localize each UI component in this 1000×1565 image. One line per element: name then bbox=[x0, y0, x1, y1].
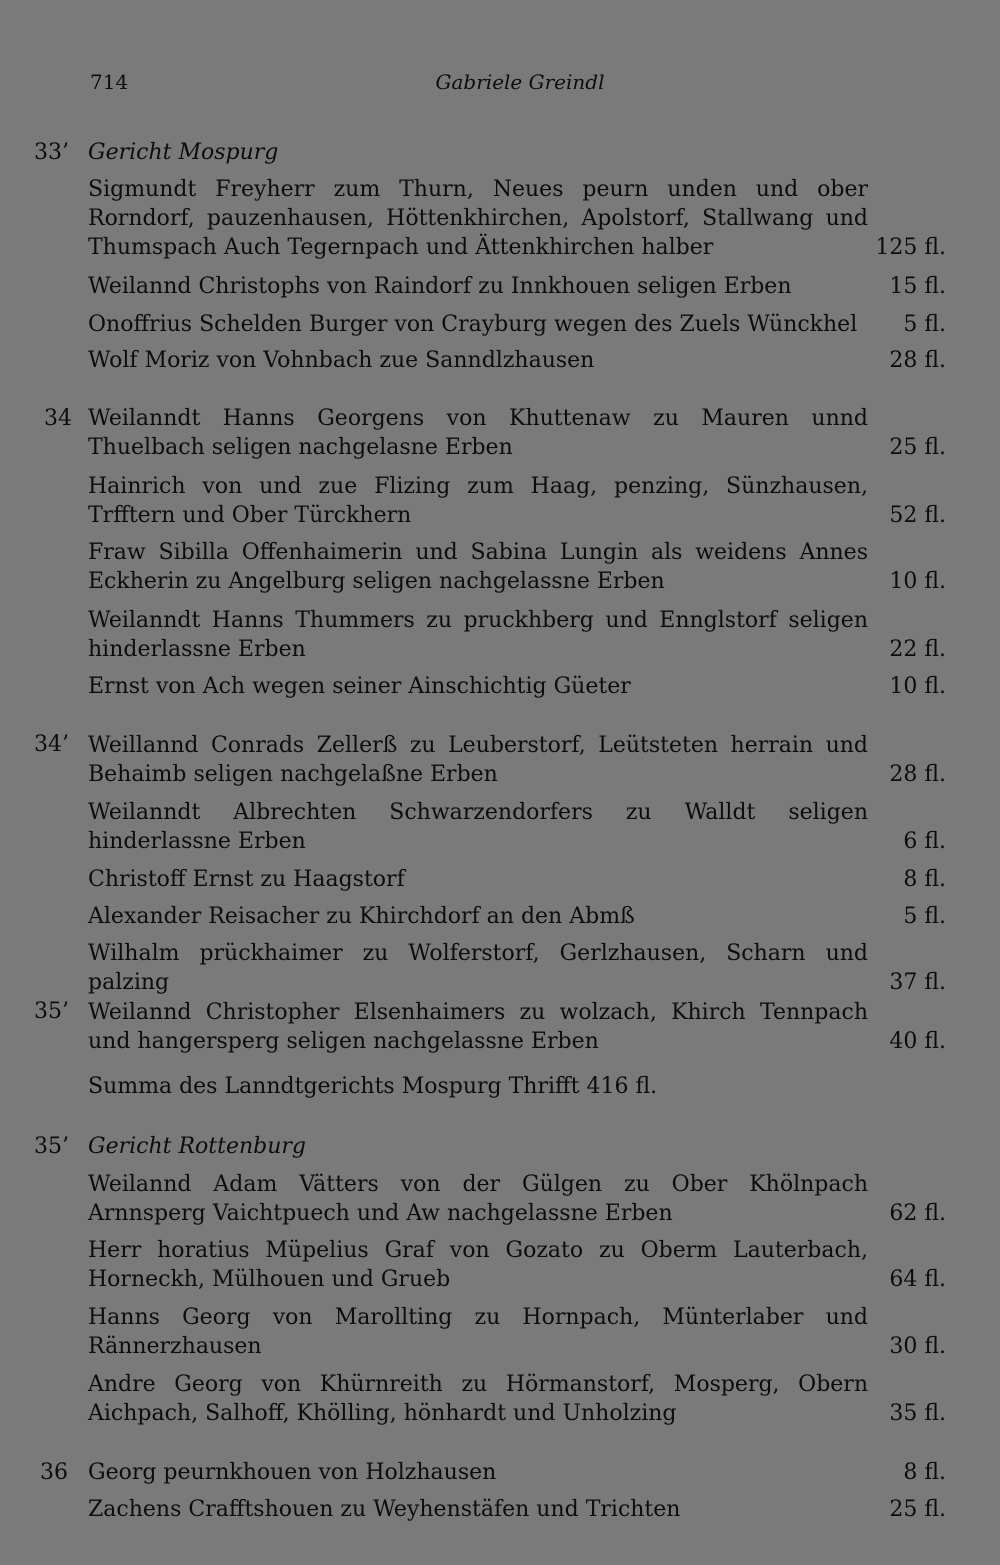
list-item bbox=[88, 1303, 950, 1361]
folio-number: 35’ bbox=[34, 999, 69, 1024]
entry-text: Christoff Ernst zu Haagstorf bbox=[88, 867, 405, 892]
entry-text: Zachens Crafftshouen zu Weyhenstäfen und Trichten bbox=[88, 1497, 681, 1522]
section-heading: Gericht Mospurg bbox=[88, 140, 279, 165]
entry-text: Alexander Reisacher zu Khirchdorf an den Abmß bbox=[88, 904, 635, 929]
entry-amount: 28 fl. bbox=[889, 348, 946, 373]
list-item bbox=[88, 606, 950, 664]
entry-amount: 30 fl. bbox=[889, 1334, 946, 1359]
entry-amount: 28 fl. bbox=[889, 762, 946, 787]
list-item bbox=[88, 538, 950, 596]
list-item bbox=[88, 1236, 950, 1294]
running-head: Gabriele Greindl bbox=[435, 70, 605, 94]
list-item bbox=[88, 902, 950, 931]
entry-amount: 37 fl. bbox=[889, 970, 946, 995]
entry-text: Andre Georg von Khürnreith zu Hörmanstorf, Mosperg, Obern Aichpach, Salhoff, Khölling, hönhardt und Unholzing bbox=[88, 1372, 868, 1426]
entry-text: Weilanndt Hanns Thummers zu pruckhberg und Ennglstorf seligen hinderlassne Erben bbox=[88, 608, 868, 662]
entry-text: Ernst von Ach wegen seiner Ainschichtig Güeter bbox=[88, 674, 631, 699]
entry-amount: 10 fl. bbox=[889, 569, 946, 594]
entry-amount: 22 fl. bbox=[889, 637, 946, 662]
list-item bbox=[88, 939, 950, 997]
entry-text: Herr horatius Müpelius Graf von Gozato zu Oberm Lauterbach, Horneckh, Mülhouen und Grueb bbox=[88, 1238, 868, 1292]
entry-amount: 10 fl. bbox=[889, 674, 946, 699]
entry-amount: 15 fl. bbox=[889, 274, 946, 299]
entry-amount: 5 fl. bbox=[903, 904, 946, 929]
list-item bbox=[88, 672, 950, 701]
page-header bbox=[90, 70, 950, 100]
entry-text: Hanns Georg von Marollting zu Hornpach, Münterlaber und Rännerzhausen bbox=[88, 1305, 868, 1359]
page-number: 714 bbox=[90, 70, 129, 94]
folio-number: 34’ bbox=[34, 732, 69, 757]
list-item bbox=[88, 346, 950, 375]
list-item bbox=[88, 1370, 950, 1428]
entry-text: Onoffrius Schelden Burger von Crayburg wegen des Zuels Wünckhel bbox=[88, 312, 858, 337]
folio-number: 36 bbox=[40, 1460, 68, 1485]
entry-text: Wolf Moriz von Vohnbach zue Sanndlzhausen bbox=[88, 348, 595, 373]
entry-amount: 8 fl. bbox=[903, 1460, 946, 1485]
list-item bbox=[88, 1458, 950, 1487]
folio-number: 33’ bbox=[34, 140, 69, 165]
entry-text: Hainrich von und zue Flizing zum Haag, penzing, Sünzhausen, Trfftern und Ober Türckhern bbox=[88, 474, 868, 528]
list-item bbox=[88, 1170, 950, 1228]
entry-amount: 35 fl. bbox=[889, 1401, 946, 1426]
entry-text: Wilhalm prückhaimer zu Wolferstorf, Gerlzhausen, Scharn und palzing bbox=[88, 941, 868, 995]
entry-amount: 125 fl. bbox=[875, 235, 946, 260]
entry-amount: 64 fl. bbox=[889, 1267, 946, 1292]
list-item bbox=[88, 472, 950, 530]
entry-text: Weillannd Conrads Zellerß zu Leuberstorf, Leütsteten herrain und Behaimb seligen nachgelaßne Erben bbox=[88, 733, 868, 787]
list-item bbox=[88, 798, 950, 856]
list-item bbox=[88, 731, 950, 789]
entry-amount: 62 fl. bbox=[889, 1201, 946, 1226]
folio-number: 35’ bbox=[34, 1134, 69, 1159]
entry-text: Weilannd Christopher Elsenhaimers zu wolzach, Khirch Tennpach und hangersperg seligen nachgelassne Erben bbox=[88, 1000, 868, 1054]
list-item bbox=[88, 1495, 950, 1524]
list-item bbox=[88, 998, 950, 1056]
entry-amount: 25 fl. bbox=[889, 435, 946, 460]
entry-amount: 40 fl. bbox=[889, 1029, 946, 1054]
entry-text: Fraw Sibilla Offenhaimerin und Sabina Lungin als weidens Annes Eckherin zu Angelburg seligen nachgelassne Erben bbox=[88, 540, 868, 594]
entry-text: Weilannd Adam Vätters von der Gülgen zu Ober Khölnpach Arnnsperg Vaichtpuech und Aw nachgelassne Erben bbox=[88, 1172, 868, 1226]
list-item bbox=[88, 175, 950, 262]
list-item bbox=[88, 404, 950, 462]
list-item bbox=[88, 272, 950, 301]
entry-amount: 6 fl. bbox=[903, 829, 946, 854]
entry-text: Weilannd Christophs von Raindorf zu Innkhouen seligen Erben bbox=[88, 274, 792, 299]
list-item bbox=[88, 310, 950, 339]
entry-amount: 5 fl. bbox=[903, 312, 946, 337]
entry-amount: 25 fl. bbox=[889, 1497, 946, 1522]
summa-total: Summa des Lanndtgerichts Mospurg Thrifft 416 fl. bbox=[88, 1074, 658, 1099]
list-item bbox=[88, 865, 950, 894]
section-heading: Gericht Rottenburg bbox=[88, 1134, 307, 1159]
entry-amount: 52 fl. bbox=[889, 503, 946, 528]
entry-text: Weilanndt Hanns Georgens von Khuttenaw zu Mauren unnd Thuelbach seligen nachgelasne Erben bbox=[88, 406, 868, 460]
entry-text: Weilanndt Albrechten Schwarzendorfers zu Walldt seligen hinderlassne Erben bbox=[88, 800, 868, 854]
entry-text: Sigmundt Freyherr zum Thurn, Neues peurn unden und ober Rorndorf, pauzenhausen, Höttenkhirchen, Apolstorf, Stallwang und Thumspach Auch Tegernpach und Ättenkhirchen halber bbox=[88, 177, 868, 260]
folio-number: 34 bbox=[44, 406, 72, 431]
entry-text: Georg peurnkhouen von Holzhausen bbox=[88, 1460, 497, 1485]
entry-amount: 8 fl. bbox=[903, 867, 946, 892]
